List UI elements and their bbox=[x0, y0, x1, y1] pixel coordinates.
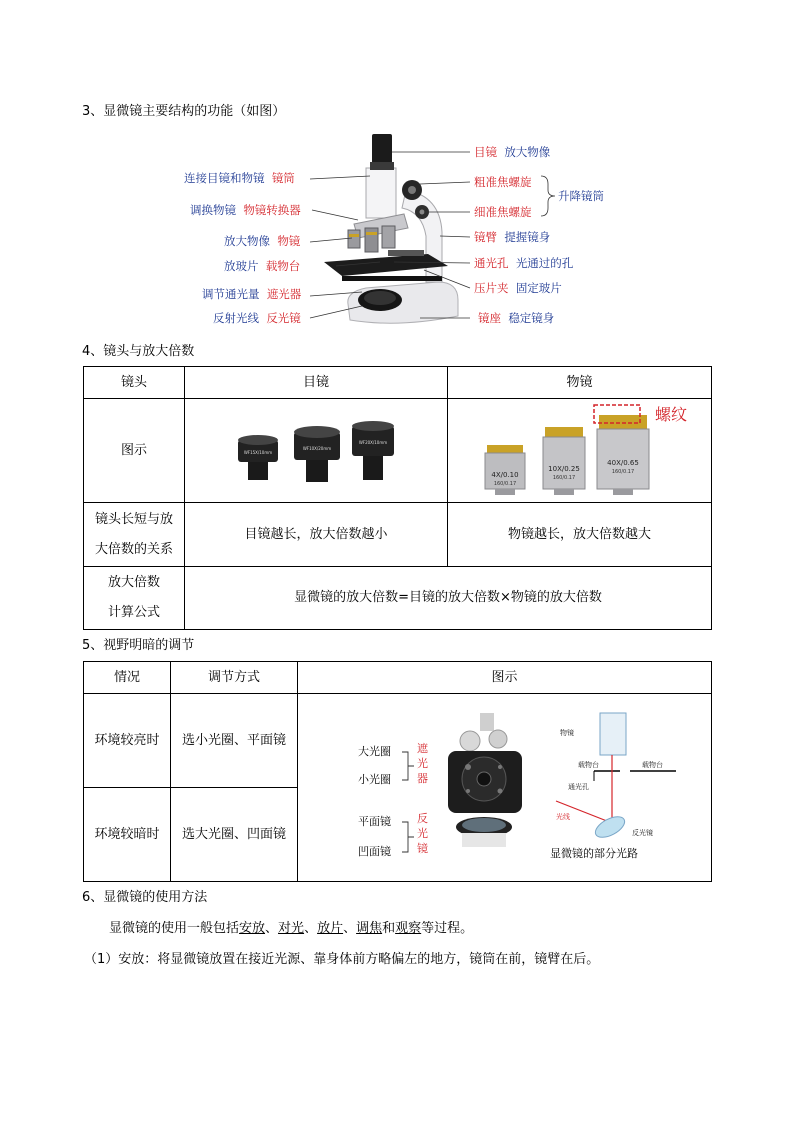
objectives-image bbox=[455, 401, 705, 501]
eyepiece-3-marking: WF20X/10mm bbox=[358, 439, 388, 445]
schem-stage-right: 载物台 bbox=[642, 761, 663, 769]
objective-10x-mag: 10X/0.25 bbox=[547, 464, 580, 473]
label-objective: 放大物像 物镜 bbox=[224, 234, 301, 248]
schem-light: 光线 bbox=[556, 813, 570, 821]
magnification-formula: 显微镜的放大倍数=目镜的放大倍数×物镜的放大倍数 bbox=[185, 567, 712, 630]
section-3-heading: 3、显微镜主要结构的功能（如图） bbox=[82, 104, 286, 119]
label-aperture: 通光孔 光通过的孔 bbox=[474, 256, 574, 270]
label-eyepiece: 目镜 放大物像 bbox=[474, 145, 551, 159]
schem-objective: 物镜 bbox=[560, 729, 574, 737]
schem-aperture: 通光孔 bbox=[568, 783, 589, 791]
step-1-placement: （1）安放：将显微镜放置在接近光源、靠身体前方略偏左的地方，镜筒在前，镜臂在后。 bbox=[84, 952, 600, 967]
row-formula-label: 放大倍数 计算公式 bbox=[84, 567, 185, 630]
header-situation: 情况 bbox=[84, 662, 171, 694]
objective-10x-tube: 160/0.17 bbox=[552, 474, 575, 481]
eyepiece-1-marking: WF15X/10mm bbox=[243, 449, 273, 455]
schem-stage-left: 载物台 bbox=[578, 761, 599, 769]
label-reflector-vertical: 反 光 镜 bbox=[417, 812, 428, 855]
label-mirror: 反射光线 反光镜 bbox=[213, 311, 301, 325]
step-focus: 调焦 bbox=[356, 921, 383, 936]
header-objective: 物镜 bbox=[448, 367, 712, 399]
label-stage-clip: 压片夹 固定玻片 bbox=[474, 281, 562, 295]
objective-image-cell bbox=[448, 399, 712, 503]
situation-bright: 环境较亮时 bbox=[84, 694, 171, 788]
usage-intro: 显微镜的使用一般包括安放、对光、放片、调焦和观察等过程。 bbox=[109, 921, 474, 936]
method-bright: 选小光圈、平面镜 bbox=[171, 694, 298, 788]
label-flat-mirror: 平面镜 bbox=[358, 815, 391, 828]
light-path-diagram bbox=[350, 705, 710, 865]
objective-4x-tube: 160/0.17 bbox=[493, 480, 516, 487]
schem-mirror: 反光镜 bbox=[632, 829, 653, 837]
label-concave-mirror: 凹面镜 bbox=[358, 845, 391, 858]
eyepiece-image-cell bbox=[185, 399, 448, 503]
situation-dark: 环境较暗时 bbox=[84, 788, 171, 882]
section-6-heading: 6、显微镜的使用方法 bbox=[82, 890, 208, 905]
row-image-label: 图示 bbox=[84, 399, 185, 503]
label-stage: 放玻片 载物台 bbox=[224, 259, 301, 273]
label-base: 镜座 稳定镜身 bbox=[478, 311, 555, 325]
label-nosepiece: 调换物镜 物镜转换器 bbox=[190, 203, 301, 217]
label-small-aperture: 小光圈 bbox=[358, 773, 391, 786]
section-4-heading: 4、镜头与放大倍数 bbox=[82, 344, 195, 359]
objective-rule: 物镜越长，放大倍数越大 bbox=[448, 503, 712, 567]
label-tube: 连接目镜和物镜 镜筒 bbox=[184, 171, 295, 185]
step-place: 安放 bbox=[239, 921, 266, 936]
label-diaphragm-vertical: 遮 光 器 bbox=[417, 742, 428, 785]
step-place-slide: 放片 bbox=[317, 921, 344, 936]
label-raise-lower-tube: 升降镜筒 bbox=[558, 189, 604, 203]
label-big-aperture: 大光圈 bbox=[358, 745, 391, 758]
header-lens: 镜头 bbox=[84, 367, 185, 399]
section-5-heading: 5、视野明暗的调节 bbox=[82, 638, 195, 653]
label-diaphragm: 调节通光量 遮光器 bbox=[202, 287, 302, 301]
method-dark: 选大光圈、凹面镜 bbox=[171, 788, 298, 882]
label-arm: 镜臂 提握镜身 bbox=[474, 230, 551, 244]
objective-40x-mag: 40X/0.65 bbox=[606, 458, 639, 467]
header-method: 调节方式 bbox=[171, 662, 298, 694]
header-diagram: 图示 bbox=[298, 662, 712, 694]
diagram-caption: 显微镜的部分光路 bbox=[550, 847, 638, 860]
diagram-graphics bbox=[350, 705, 710, 865]
label-fine-focus: 细准焦螺旋 bbox=[474, 205, 532, 219]
step-align-light: 对光 bbox=[278, 921, 305, 936]
eyepiece-rule: 目镜越长，放大倍数越小 bbox=[185, 503, 448, 567]
header-eyepiece: 目镜 bbox=[185, 367, 448, 399]
eyepieces-image bbox=[226, 406, 406, 496]
row-length-label: 镜头长短与放 大倍数的关系 bbox=[84, 503, 185, 567]
thread-label: 螺纹 bbox=[654, 404, 687, 424]
step-observe: 观察 bbox=[395, 921, 422, 936]
objective-40x-tube: 160/0.17 bbox=[611, 468, 634, 475]
label-coarse-focus: 粗准焦螺旋 bbox=[474, 175, 532, 189]
callout-lines bbox=[0, 0, 794, 340]
eyepiece-2-marking: WF10X/20mm bbox=[302, 445, 332, 451]
objective-4x-mag: 4X/0.10 bbox=[490, 470, 519, 479]
lens-table bbox=[83, 366, 712, 630]
